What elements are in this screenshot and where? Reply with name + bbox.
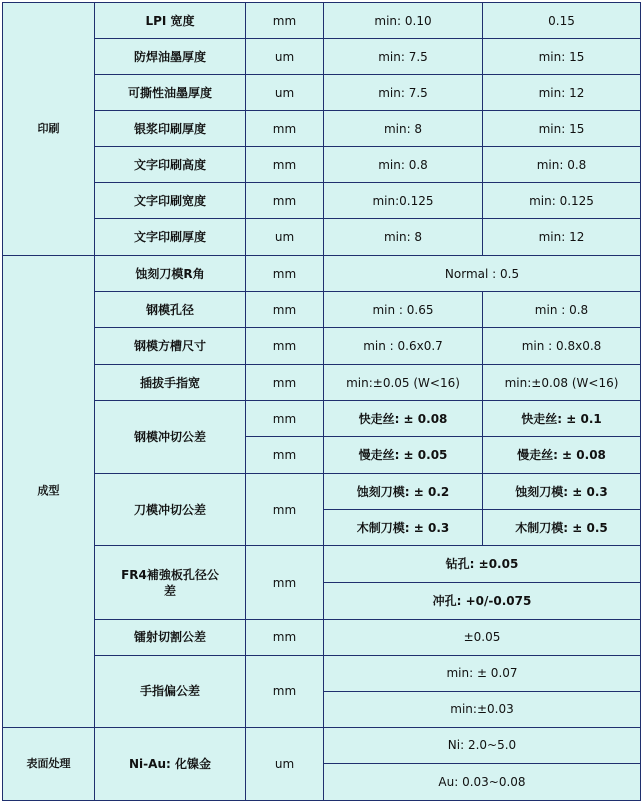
value-cell: min: 15 [483, 39, 641, 75]
feature-label: 防焊油墨厚度 [95, 39, 246, 75]
unit-cell: mm [246, 183, 324, 219]
feature-label: 钢模孔径 [95, 292, 246, 328]
feature-label: 文字印刷宽度 [95, 183, 246, 219]
value-cell: min: 12 [483, 219, 641, 256]
value-cell-span: Ni: 2.0~5.0 [324, 727, 641, 763]
value-cell: min:±0.08 (W<16) [483, 365, 641, 401]
table-row [3, 655, 641, 691]
value-cell: min: 15 [483, 111, 641, 147]
unit-cell: mm [246, 3, 324, 39]
value-cell: 蚀刻刀模: ± 0.2 [324, 474, 483, 510]
value-cell: min : 0.6x0.7 [324, 328, 483, 365]
value-cell-span: 冲孔: +0/-0.075 [324, 582, 641, 619]
value-cell: min : 0.65 [324, 292, 483, 328]
unit-cell: um [246, 39, 324, 75]
table-row [3, 219, 641, 256]
value-cell: min: 8 [324, 111, 483, 147]
value-cell: min:0.125 [324, 183, 483, 219]
unit-cell: mm [246, 111, 324, 147]
feature-label: 刀模冲切公差 [95, 474, 246, 546]
value-cell: min: 0.8 [483, 147, 641, 183]
value-cell: min: 7.5 [324, 39, 483, 75]
value-cell-span: min: ± 0.07 [324, 655, 641, 691]
value-cell: min: 0.8 [324, 147, 483, 183]
value-cell: 快走丝: ± 0.1 [483, 401, 641, 437]
value-cell: 慢走丝: ± 0.08 [483, 437, 641, 474]
table-row [3, 619, 641, 655]
value-cell: min:±0.05 (W<16) [324, 365, 483, 401]
value-cell-span: Au: 0.03~0.08 [324, 763, 641, 800]
unit-cell: um [246, 219, 324, 256]
value-cell-span: ±0.05 [324, 619, 641, 655]
table-row [3, 111, 641, 147]
group-label-printing: 印刷 [3, 3, 95, 256]
unit-cell: mm [246, 292, 324, 328]
table-row [3, 39, 641, 75]
value-cell: 慢走丝: ± 0.05 [324, 437, 483, 474]
spec-table [2, 2, 641, 801]
table-row [3, 546, 641, 582]
value-cell: min : 0.8x0.8 [483, 328, 641, 365]
table-row [3, 3, 641, 39]
unit-cell: mm [246, 619, 324, 655]
table-row [3, 328, 641, 365]
feature-label: 文字印刷厚度 [95, 219, 246, 256]
value-cell: min: 8 [324, 219, 483, 256]
value-cell-span: min:±0.03 [324, 691, 641, 727]
value-cell: 蚀刻刀模: ± 0.3 [483, 474, 641, 510]
feature-label: 文字印刷高度 [95, 147, 246, 183]
unit-cell: mm [246, 474, 324, 546]
feature-label: 钢模冲切公差 [95, 401, 246, 474]
value-cell: min: 7.5 [324, 75, 483, 111]
group-label-forming: 成型 [3, 256, 95, 727]
unit-cell: mm [246, 437, 324, 474]
feature-label: LPI 宽度 [95, 3, 246, 39]
table-row [3, 365, 641, 401]
table-row [3, 474, 641, 510]
table-row [3, 256, 641, 292]
feature-label: Ni-Au: 化镍金 [95, 727, 246, 800]
unit-cell: mm [246, 546, 324, 619]
unit-cell: mm [246, 401, 324, 437]
feature-label: 可撕性油墨厚度 [95, 75, 246, 111]
feature-label: 手指偏公差 [95, 655, 246, 727]
table-row [3, 183, 641, 219]
unit-cell: mm [246, 655, 324, 727]
unit-cell: um [246, 75, 324, 111]
table-row [3, 75, 641, 111]
unit-cell: mm [246, 147, 324, 183]
unit-cell: mm [246, 365, 324, 401]
table-row [3, 401, 641, 437]
feature-label-line: 差 [163, 583, 176, 598]
value-cell: min : 0.8 [483, 292, 641, 328]
table-row [3, 292, 641, 328]
value-cell-span: Normal : 0.5 [324, 256, 641, 292]
value-cell: 木制刀模: ± 0.5 [483, 510, 641, 546]
unit-cell: um [246, 727, 324, 800]
value-cell: 快走丝: ± 0.08 [324, 401, 483, 437]
table-row [3, 727, 641, 763]
feature-label: 镭射切割公差 [95, 619, 246, 655]
feature-label-line: FR4補強板孔径公 [121, 567, 219, 582]
value-cell: min: 0.125 [483, 183, 641, 219]
feature-label: 插拔手指宽 [95, 365, 246, 401]
value-cell-span: 钻孔: ±0.05 [324, 546, 641, 582]
feature-label: 蚀刻刀模R角 [95, 256, 246, 292]
value-cell: 0.15 [483, 3, 641, 39]
value-cell: 木制刀模: ± 0.3 [324, 510, 483, 546]
group-label-surface: 表面处理 [3, 727, 95, 800]
value-cell: min: 12 [483, 75, 641, 111]
unit-cell: mm [246, 256, 324, 292]
unit-cell: mm [246, 328, 324, 365]
table-row [3, 147, 641, 183]
feature-label: 钢模方槽尺寸 [95, 328, 246, 365]
value-cell: min: 0.10 [324, 3, 483, 39]
feature-label [95, 546, 246, 619]
feature-label: 银浆印刷厚度 [95, 111, 246, 147]
